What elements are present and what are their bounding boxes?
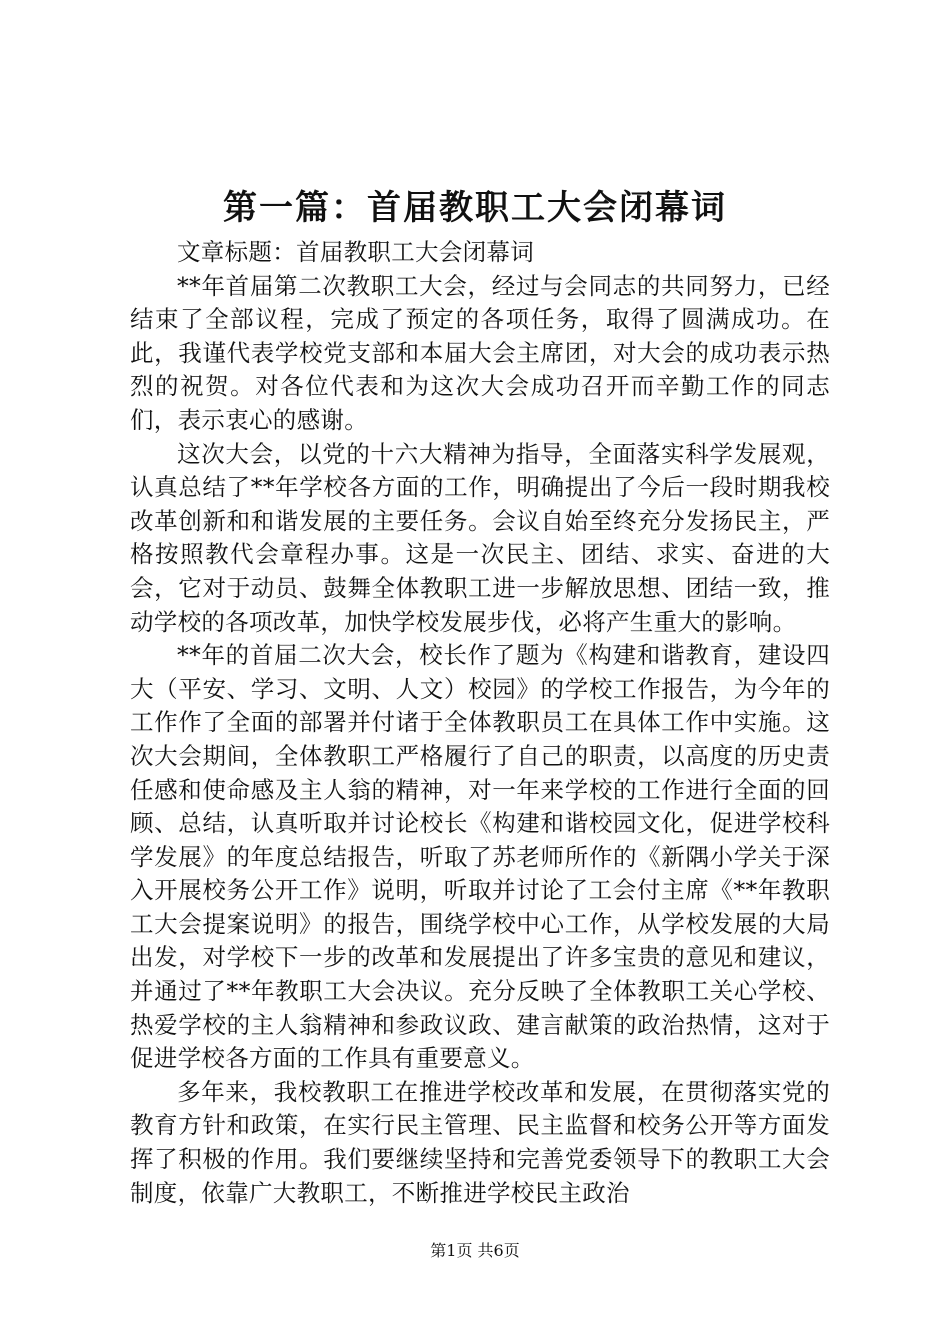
paragraph-4: 多年来，我校教职工在推进学校改革和发展，在贯彻落实党的教育方针和政策，在实行民主管理、民主监督和校务公开等方面发挥了积极的作用。我们要继续坚持和完善党委领导下的教职工大会制度，依靠广大教职工，不断推进学校民主政治 [130,1077,830,1207]
paragraph-3: **年的首届二次大会，校长作了题为《构建和谐教育，建设四大（平安、学习、文明、人文）校园》的学校工作报告，为今年的工作作了全面的部署并付诸于全体教职员工在具体工作中实施。这次大会期间，全体教职工严格履行了自己的职责，以高度的历史责任感和使命感及主人翁的精神，对一年来学校的工作进行全面的回顾、总结，认真听取并讨论校长《构建和谐校园文化，促进学校科学发展》的年度总结报告，听取了苏老师所作的《新隅小学关于深入开展校务公开工作》说明，听取并讨论了工会付主席《**年教职工大会提案说明》的报告，围绕学校中心工作，从学校发展的大局出发，对学校下一步的改革和发展提出了许多宝贵的意见和建议，并通过了**年教职工大会决议。充分反映了全体教职工关心学校、热爱学校的主人翁精神和参政议政、建言献策的政治热情，这对于促进学校各方面的工作具有重要意义。 [130,641,830,1073]
document-body [130,236,830,1210]
paragraph-1: **年首届第二次教职工大会，经过与会同志的共同努力，已经结束了全部议程，完成了预定的各项任务，取得了圆满成功。在此，我谨代表学校党支部和本届大会主席团，对大会的成功表示热烈的祝贺。对各位代表和为这次大会成功召开而辛勤工作的同志们，表示衷心的感谢。 [130,271,830,434]
page-title: 第一篇：首届教职工大会闭幕词 [223,188,727,228]
paragraph-2: 这次大会，以党的十六大精神为指导，全面落实科学发展观，认真总结了**年学校各方面的工作，明确提出了今后一段时期我校改革创新和和谐发展的主要任务。会议自始至终充分发扬民主，严格按照教代会章程办事。这是一次民主、团结、求实、奋进的大会，它对于动员、鼓舞全体教职工进一步解放思想、团结一致，推动学校的各项改革，加快学校发展步伐，必将产生重大的影响。 [130,439,830,636]
page-number-footer: 第1页 共6页 [430,1241,520,1260]
paragraph-article-title: 文章标题：首届教职工大会闭幕词 [177,238,534,266]
